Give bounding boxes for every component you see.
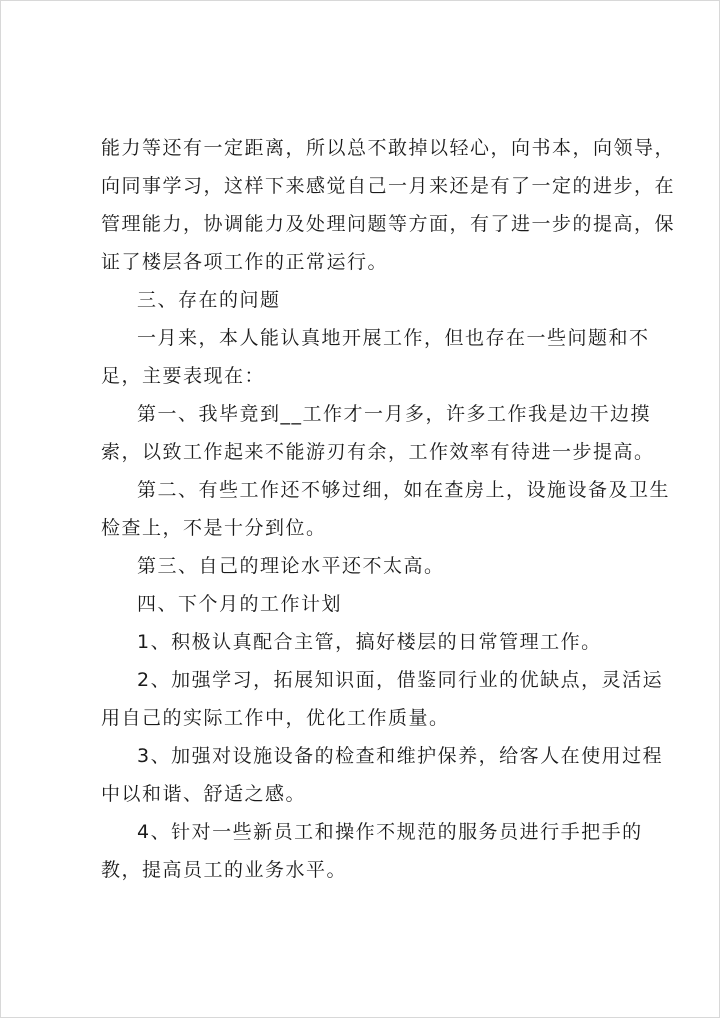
text-line: 一月来，本人能认真地开展工作，但也存在一些问题和不 <box>137 327 650 349</box>
text-line: 4、针对一些新员工和操作不规范的服务员进行手把手的 <box>137 821 643 843</box>
document-body <box>101 129 676 889</box>
text-line: 管理能力，协调能力及处理问题等方面，有了进一步的提高，保 <box>101 213 676 235</box>
text-line: 索，以致工作起来不能游刃有余，工作效率有待进一步提高。 <box>101 441 655 463</box>
text-line: 检查上，不是十分到位。 <box>101 517 327 539</box>
text-line: 向同事学习，这样下来感觉自己一月来还是有了一定的进步，在 <box>101 175 676 197</box>
text-line: 第一、我毕竟到__工作才一月多，许多工作我是边干边摸 <box>137 403 652 425</box>
text-line: 证了楼层各项工作的正常运行。 <box>101 251 389 273</box>
text-line: 能力等还有一定距离，所以总不敢掉以轻心，向书本，向领导， <box>101 137 676 159</box>
text-line: 第二、有些工作还不够过细，如在查房上，设施设备及卫生 <box>137 479 671 501</box>
text-line: 足，主要表现在： <box>101 365 266 387</box>
text-line: 3、加强对设施设备的检查和维护保养，给客人在使用过程 <box>137 745 664 767</box>
text-line: 用自己的实际工作中，优化工作质量。 <box>101 707 450 729</box>
text-line: 2、加强学习，拓展知识面，借鉴同行业的优缺点，灵活运 <box>137 669 664 691</box>
text-line: 1、积极认真配合主管，搞好楼层的日常管理工作。 <box>137 631 602 653</box>
text-line: 第三、自己的理论水平还不太高。 <box>137 555 445 577</box>
section-heading-problems: 三、存在的问题 <box>137 289 281 311</box>
section-heading-next-month-plan: 四、下个月的工作计划 <box>137 593 343 615</box>
text-line: 中以和谐、舒适之感。 <box>101 783 307 805</box>
text-line: 教，提高员工的业务水平。 <box>101 859 348 881</box>
